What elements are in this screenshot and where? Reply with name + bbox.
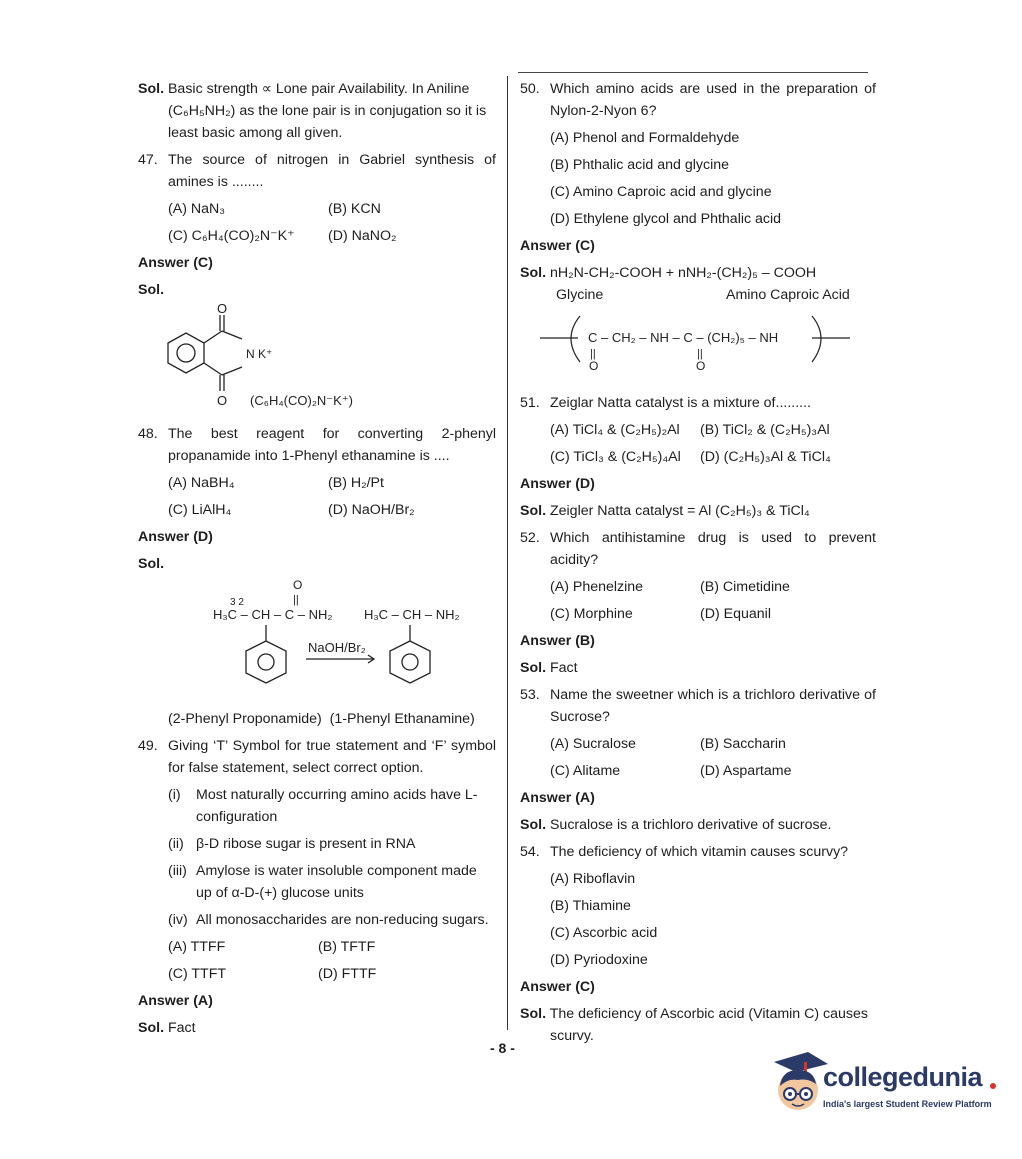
sol-46-line1: Basic strength ∝ Lone pair Availability. In Aniline xyxy=(167,81,470,97)
answer: Answer (B) xyxy=(520,633,595,649)
sol-text: The deficiency of Ascorbic acid (Vitamin C) causes xyxy=(549,1006,869,1022)
option-a: (A) Riboflavin xyxy=(550,871,636,887)
option-b: (B) Cimetidine xyxy=(700,579,790,595)
question-number: 52. xyxy=(520,530,540,546)
option-b: (B) Saccharin xyxy=(700,736,786,752)
option-d: (D) Ethylene glycol and Phthalic acid xyxy=(550,211,782,227)
sol-46-line3: least basic among all given. xyxy=(168,125,343,141)
option-c: (C) TTFT xyxy=(168,966,227,982)
answer: Answer (D) xyxy=(520,476,595,492)
sol-text: Sucralose is a trichloro derivative of sucrose. xyxy=(549,817,832,833)
option-d: (D) NaNO₂ xyxy=(328,228,397,244)
caproic-label: Amino Caproic Acid xyxy=(726,287,850,303)
question-text: Zeiglar Natta catalyst is a mixture of......... xyxy=(550,395,811,411)
sol-text: Fact xyxy=(549,660,578,676)
fig-reagent: NaOH/Br₂ xyxy=(308,640,366,655)
question-54 xyxy=(520,841,876,1047)
header-rule xyxy=(518,72,868,73)
question-48 xyxy=(138,423,496,730)
option-a: (A) TiCl₄ & (C₂H₅)₂Al xyxy=(550,422,680,438)
right-column xyxy=(520,78,876,1047)
fig-nums: 3 2 xyxy=(230,597,244,608)
question-number: 50. xyxy=(520,81,540,97)
question-number: 51. xyxy=(520,395,540,411)
question-number: 54. xyxy=(520,844,540,860)
sol-label: Sol. xyxy=(520,817,547,833)
aromatic-circle xyxy=(177,344,195,362)
logo-wordmark: collegedunia xyxy=(823,1062,983,1092)
option-d: (D) (C₂H₅)₃Al & TiCl₄ xyxy=(700,449,831,465)
answer: Answer (D) xyxy=(138,529,213,545)
sol-text: Fact xyxy=(167,1020,196,1036)
option-c: (C) LiAlH₄ xyxy=(168,502,232,518)
option-b: (B) H₂/Pt xyxy=(328,475,384,491)
question-52 xyxy=(520,527,876,679)
dbl-bond-2: || xyxy=(697,348,703,360)
option-a: (A) Phenelzine xyxy=(550,579,644,595)
question-number: 49. xyxy=(138,738,158,754)
option-a: (A) NaN₃ xyxy=(168,201,226,217)
oxygen-2: O xyxy=(696,359,706,373)
option-a: (A) TTFF xyxy=(168,939,226,955)
statement-item: (ii) β-D ribose sugar is present in RNA xyxy=(168,836,416,852)
fig-caption-2: (1-Phenyl Ethanamine) xyxy=(329,711,475,727)
polymer-repeat-unit: C – CH₂ – NH – C – (CH₂)₅ – NH xyxy=(588,330,779,345)
phthalimide-structure xyxy=(138,301,496,419)
sol-label: Sol. xyxy=(138,282,165,298)
option-c: (C) Amino Caproic acid and glycine xyxy=(550,184,772,200)
answer: Answer (C) xyxy=(520,979,595,995)
option-d: (D) Pyriodoxine xyxy=(550,952,648,968)
oxygen-1: O xyxy=(589,359,599,373)
question-51 xyxy=(520,392,876,522)
fig-product: H₃C – CH – NH₂ xyxy=(364,607,460,622)
sol-label: Sol. xyxy=(138,556,165,572)
option-a: (A) Phenol and Formaldehyde xyxy=(550,130,740,146)
nylon-polymer-structure xyxy=(520,308,876,388)
option-a: (A) NaBH₄ xyxy=(168,475,235,491)
fig-o: O xyxy=(293,578,303,592)
fig-caption-1: (2-Phenyl Proponamide) xyxy=(168,711,322,727)
option-b: (B) Phthalic acid and glycine xyxy=(550,157,730,173)
option-d: (D) NaOH/Br₂ xyxy=(328,502,415,518)
option-c: (C) Morphine xyxy=(550,606,633,622)
sol-label: Sol. xyxy=(138,1020,165,1036)
question-text: Which amino acids are used in the preparation of Nylon-2-Nyon 6? xyxy=(550,81,876,119)
sol-label: Sol. xyxy=(520,660,547,676)
statement-item: (iv) All monosaccharides are non-reducing sugars. xyxy=(168,912,489,928)
fig-reactant: H₃C – CH – C – NH₂ xyxy=(213,607,333,622)
option-c: (C) TiCl₃ & (C₂H₅)₄Al xyxy=(550,449,681,465)
answer: Answer (A) xyxy=(520,790,595,806)
benzene-ring-left xyxy=(246,641,286,683)
glycine-label: Glycine xyxy=(556,287,604,303)
question-text: Name the sweetner which is a trichloro derivative of Sucrose? xyxy=(550,687,876,725)
sol-label: Sol. xyxy=(138,81,165,97)
benzene-ring-right xyxy=(390,641,430,683)
fig-o-top: O xyxy=(217,301,228,316)
sol-label: Sol. xyxy=(520,1006,547,1022)
question-text: The best reagent for converting 2-phenyl propanamide into 1-Phenyl ethanamine is .... xyxy=(168,426,496,464)
page-number: - 8 - xyxy=(490,1040,515,1056)
question-49 xyxy=(138,735,496,1039)
question-number: 53. xyxy=(520,687,540,703)
sol-label: Sol. xyxy=(520,265,547,281)
sol-text-cont: scurvy. xyxy=(550,1028,594,1044)
dbl-bond-1: || xyxy=(590,348,596,360)
solution-46 xyxy=(138,78,496,144)
left-column xyxy=(138,78,496,1039)
statement-item: (i) Most naturally occurring amino acids have L-configuration xyxy=(168,787,478,825)
fig-caption: (C₆H₄(CO)₂N⁻K⁺) xyxy=(250,393,353,408)
benzene-ring xyxy=(168,333,204,373)
option-a: (A) Sucralose xyxy=(550,736,636,752)
fig-dbl: || xyxy=(293,594,299,606)
option-c: (C) Alitame xyxy=(550,763,621,779)
hofmann-reaction-figure xyxy=(138,575,496,701)
option-c: (C) C₆H₄(CO)₂N⁻K⁺ xyxy=(168,228,295,244)
option-d: (D) Aspartame xyxy=(700,763,792,779)
option-c: (C) Ascorbic acid xyxy=(550,925,658,941)
question-text: The deficiency of which vitamin causes scurvy? xyxy=(550,844,849,860)
option-d: (D) Equanil xyxy=(700,606,771,622)
option-d: (D) FTTF xyxy=(318,966,377,982)
statement-item: (iii) Amylose is water insoluble component made up of α-D-(+) glucose units xyxy=(168,863,477,901)
question-text: Giving ‘T’ Symbol for true statement and ‘F’ symbol for false statement, select correct option. xyxy=(168,738,496,776)
sol-text: Zeigler Natta catalyst = Al (C₂H₅)₃ & TiCl₄ xyxy=(549,503,810,519)
option-b: (B) TiCl₂ & (C₂H₅)₃Al xyxy=(700,422,830,438)
sol-text: nH₂N-CH₂-COOH + nNH₂-(CH₂)₅ – COOH xyxy=(549,265,817,281)
question-47 xyxy=(138,149,496,423)
answer: Answer (C) xyxy=(520,238,595,254)
question-number: 47. xyxy=(138,152,158,168)
option-b: (B) TFTF xyxy=(318,939,376,955)
sol-46-line2: (C₆H₅NH₂) as the lone pair is in conjugation so it is xyxy=(168,103,487,119)
question-text: Which antihistamine drug is used to prevent acidity? xyxy=(550,530,876,568)
question-text: The source of nitrogen in Gabriel synthesis of amines is ........ xyxy=(168,152,496,190)
question-number: 48. xyxy=(138,426,158,442)
question-53 xyxy=(520,684,876,836)
question-50 xyxy=(520,78,876,392)
answer: Answer (A) xyxy=(138,993,213,1009)
answer: Answer (C) xyxy=(138,255,213,271)
option-b: (B) Thiamine xyxy=(550,898,631,914)
sol-label: Sol. xyxy=(520,503,547,519)
logo-tagline: India's largest Student Review Platform xyxy=(823,1099,992,1109)
fig-o-bottom: O xyxy=(217,393,228,408)
column-divider xyxy=(507,76,508,1030)
option-b: (B) KCN xyxy=(328,201,381,217)
fig-nk: N K⁺ xyxy=(246,347,273,361)
